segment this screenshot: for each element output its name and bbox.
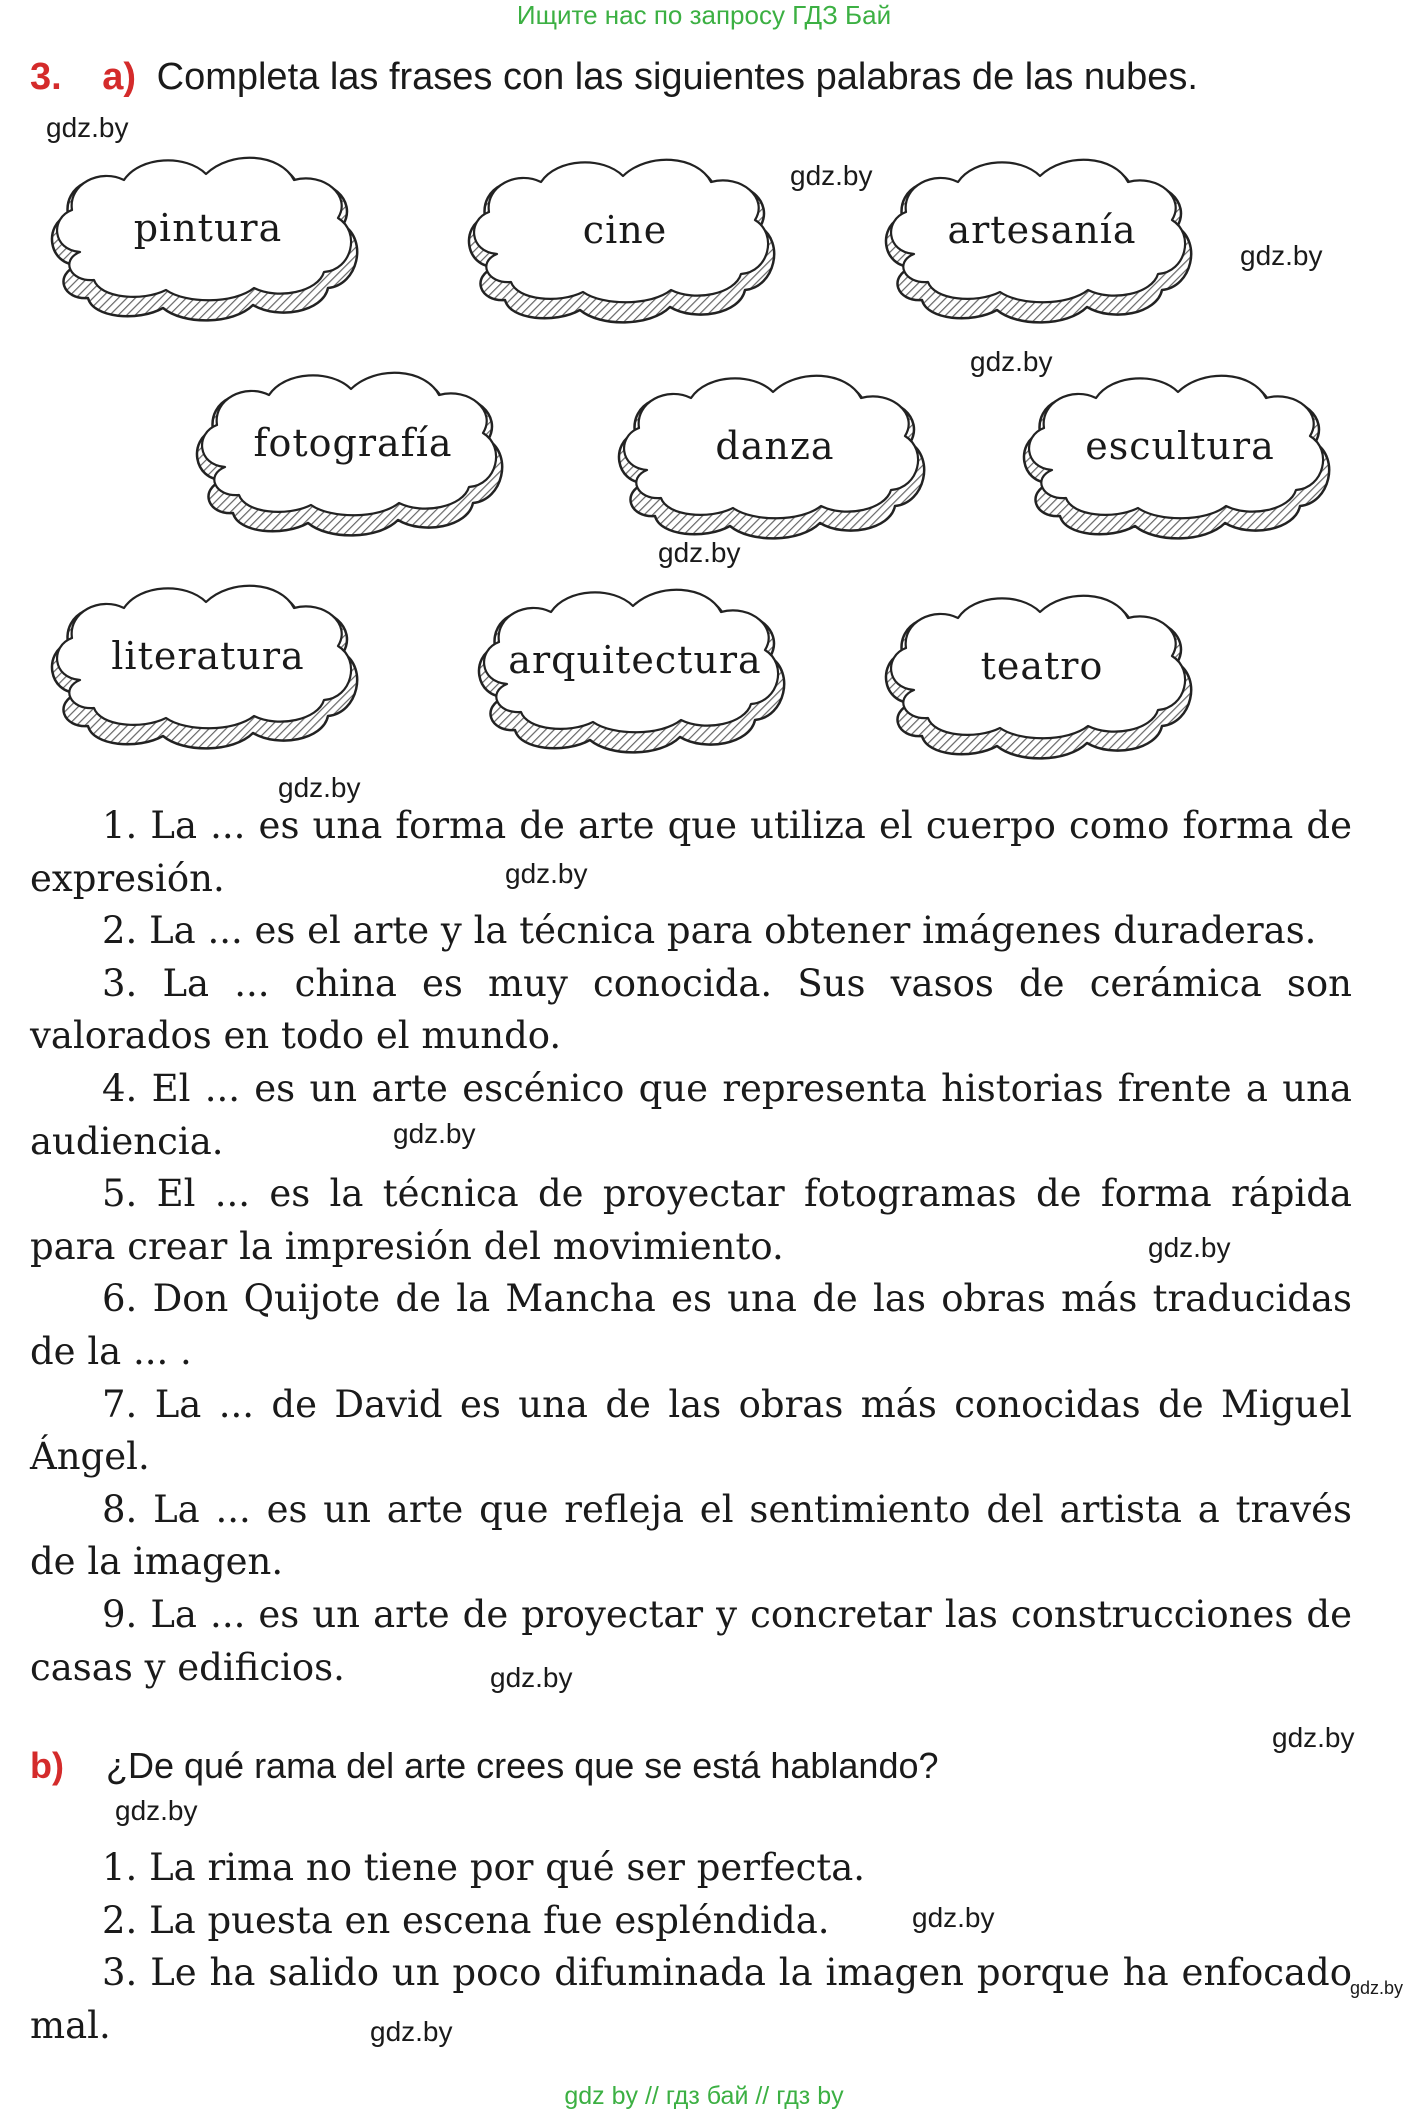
part-b-heading <box>30 1745 939 1787</box>
sentence-item: 1. La rima no tiene por qué ser perfecta. <box>102 1846 866 1889</box>
sentences-part-a <box>30 800 1352 1694</box>
watermark: gdz.by <box>370 2016 453 2047</box>
sentence-item: 1. La ... es una forma de arte que utiliza el cuerpo como forma de expresión. <box>30 804 1352 900</box>
sentence-item: 4. El ... es un arte escénico que representa historias frente a una audiencia. <box>30 1066 1352 1163</box>
word-cloud <box>872 142 1212 332</box>
word-cloud <box>38 568 378 758</box>
part-b-letter: b) <box>30 1745 64 1786</box>
word-cloud <box>455 142 795 332</box>
cloud-word: fotografía <box>253 420 453 465</box>
cloud-word: artesanía <box>947 207 1137 252</box>
instruction-text: Completa las frases con las siguientes palabras de las nubes. <box>156 56 1198 98</box>
word-cloud <box>465 572 805 762</box>
sentence-item: 2. La puesta en escena fue espléndida. <box>102 1898 830 1942</box>
sentence-item: 3. La ... china es muy conocida. Sus vasos de cerámica son valorados en todo el mundo. <box>30 961 1352 1058</box>
sentence-item: 8. La ... es un arte que refleja el sentimiento del artista a través de la imagen. <box>30 1487 1352 1584</box>
word-cloud <box>183 355 523 545</box>
exercise-heading <box>30 56 1198 99</box>
watermark: gdz.by <box>1148 1232 1231 1263</box>
watermark: gdz.by <box>1350 1978 1404 1998</box>
top-banner: Ищите нас по запросу ГДЗ Бай <box>516 0 892 30</box>
cloud-word: danza <box>715 423 835 468</box>
watermark: gdz.by <box>115 1795 198 1826</box>
watermark: gdz.by <box>46 112 129 143</box>
sentence-item: 2. La ... es el arte y la técnica para obtener imágenes duraderas. <box>102 909 1317 953</box>
watermark: gdz.by <box>490 1662 573 1693</box>
sentences-part-b <box>30 1842 1352 2052</box>
watermark: gdz.by <box>658 537 741 568</box>
cloud-word: pintura <box>133 205 283 250</box>
watermark: gdz.by <box>970 346 1053 377</box>
cloud-word: literatura <box>111 633 305 678</box>
cloud-word: cine <box>582 207 668 252</box>
sentence-item: 7. La ... de David es una de las obras más conocidas de Miguel Ángel. <box>30 1382 1352 1479</box>
watermark: gdz.by <box>505 858 588 889</box>
word-cloud <box>605 358 945 548</box>
bottom-banner: gdz by // гдз бай // гдз by <box>564 2082 844 2110</box>
watermark: gdz.by <box>1240 240 1323 271</box>
cloud-word: arquitectura <box>508 637 762 682</box>
part-a-letter: a) <box>102 56 137 98</box>
watermark: gdz.by <box>790 160 873 191</box>
sentence-item: 5. El ... es la técnica de proyectar fotogramas de forma rápida para crear la impresión del movimiento. <box>30 1172 1352 1268</box>
watermark: gdz.by <box>1272 1722 1355 1753</box>
sentence-item: 9. La ... es un arte de proyectar y concretar las construcciones de casas y edificios. <box>30 1592 1352 1689</box>
word-cloud <box>1010 358 1350 548</box>
watermark: gdz.by <box>393 1118 476 1149</box>
word-cloud <box>872 578 1212 768</box>
cloud-word: teatro <box>980 643 1104 688</box>
cloud-word: escultura <box>1085 423 1275 468</box>
sentence-item: 6. Don Quijote de la Mancha es una de las obras más traducidas de la ... . <box>30 1277 1352 1373</box>
watermark: gdz.by <box>278 772 361 803</box>
part-b-question: ¿De qué rama del arte crees que se está hablando? <box>105 1745 939 1786</box>
word-cloud <box>38 140 378 330</box>
watermark: gdz.by <box>912 1902 995 1933</box>
sentence-item: 3. Le ha salido un poco difuminada la imagen porque ha enfocado mal. <box>30 1951 1352 2047</box>
exercise-number: 3. <box>30 56 62 98</box>
